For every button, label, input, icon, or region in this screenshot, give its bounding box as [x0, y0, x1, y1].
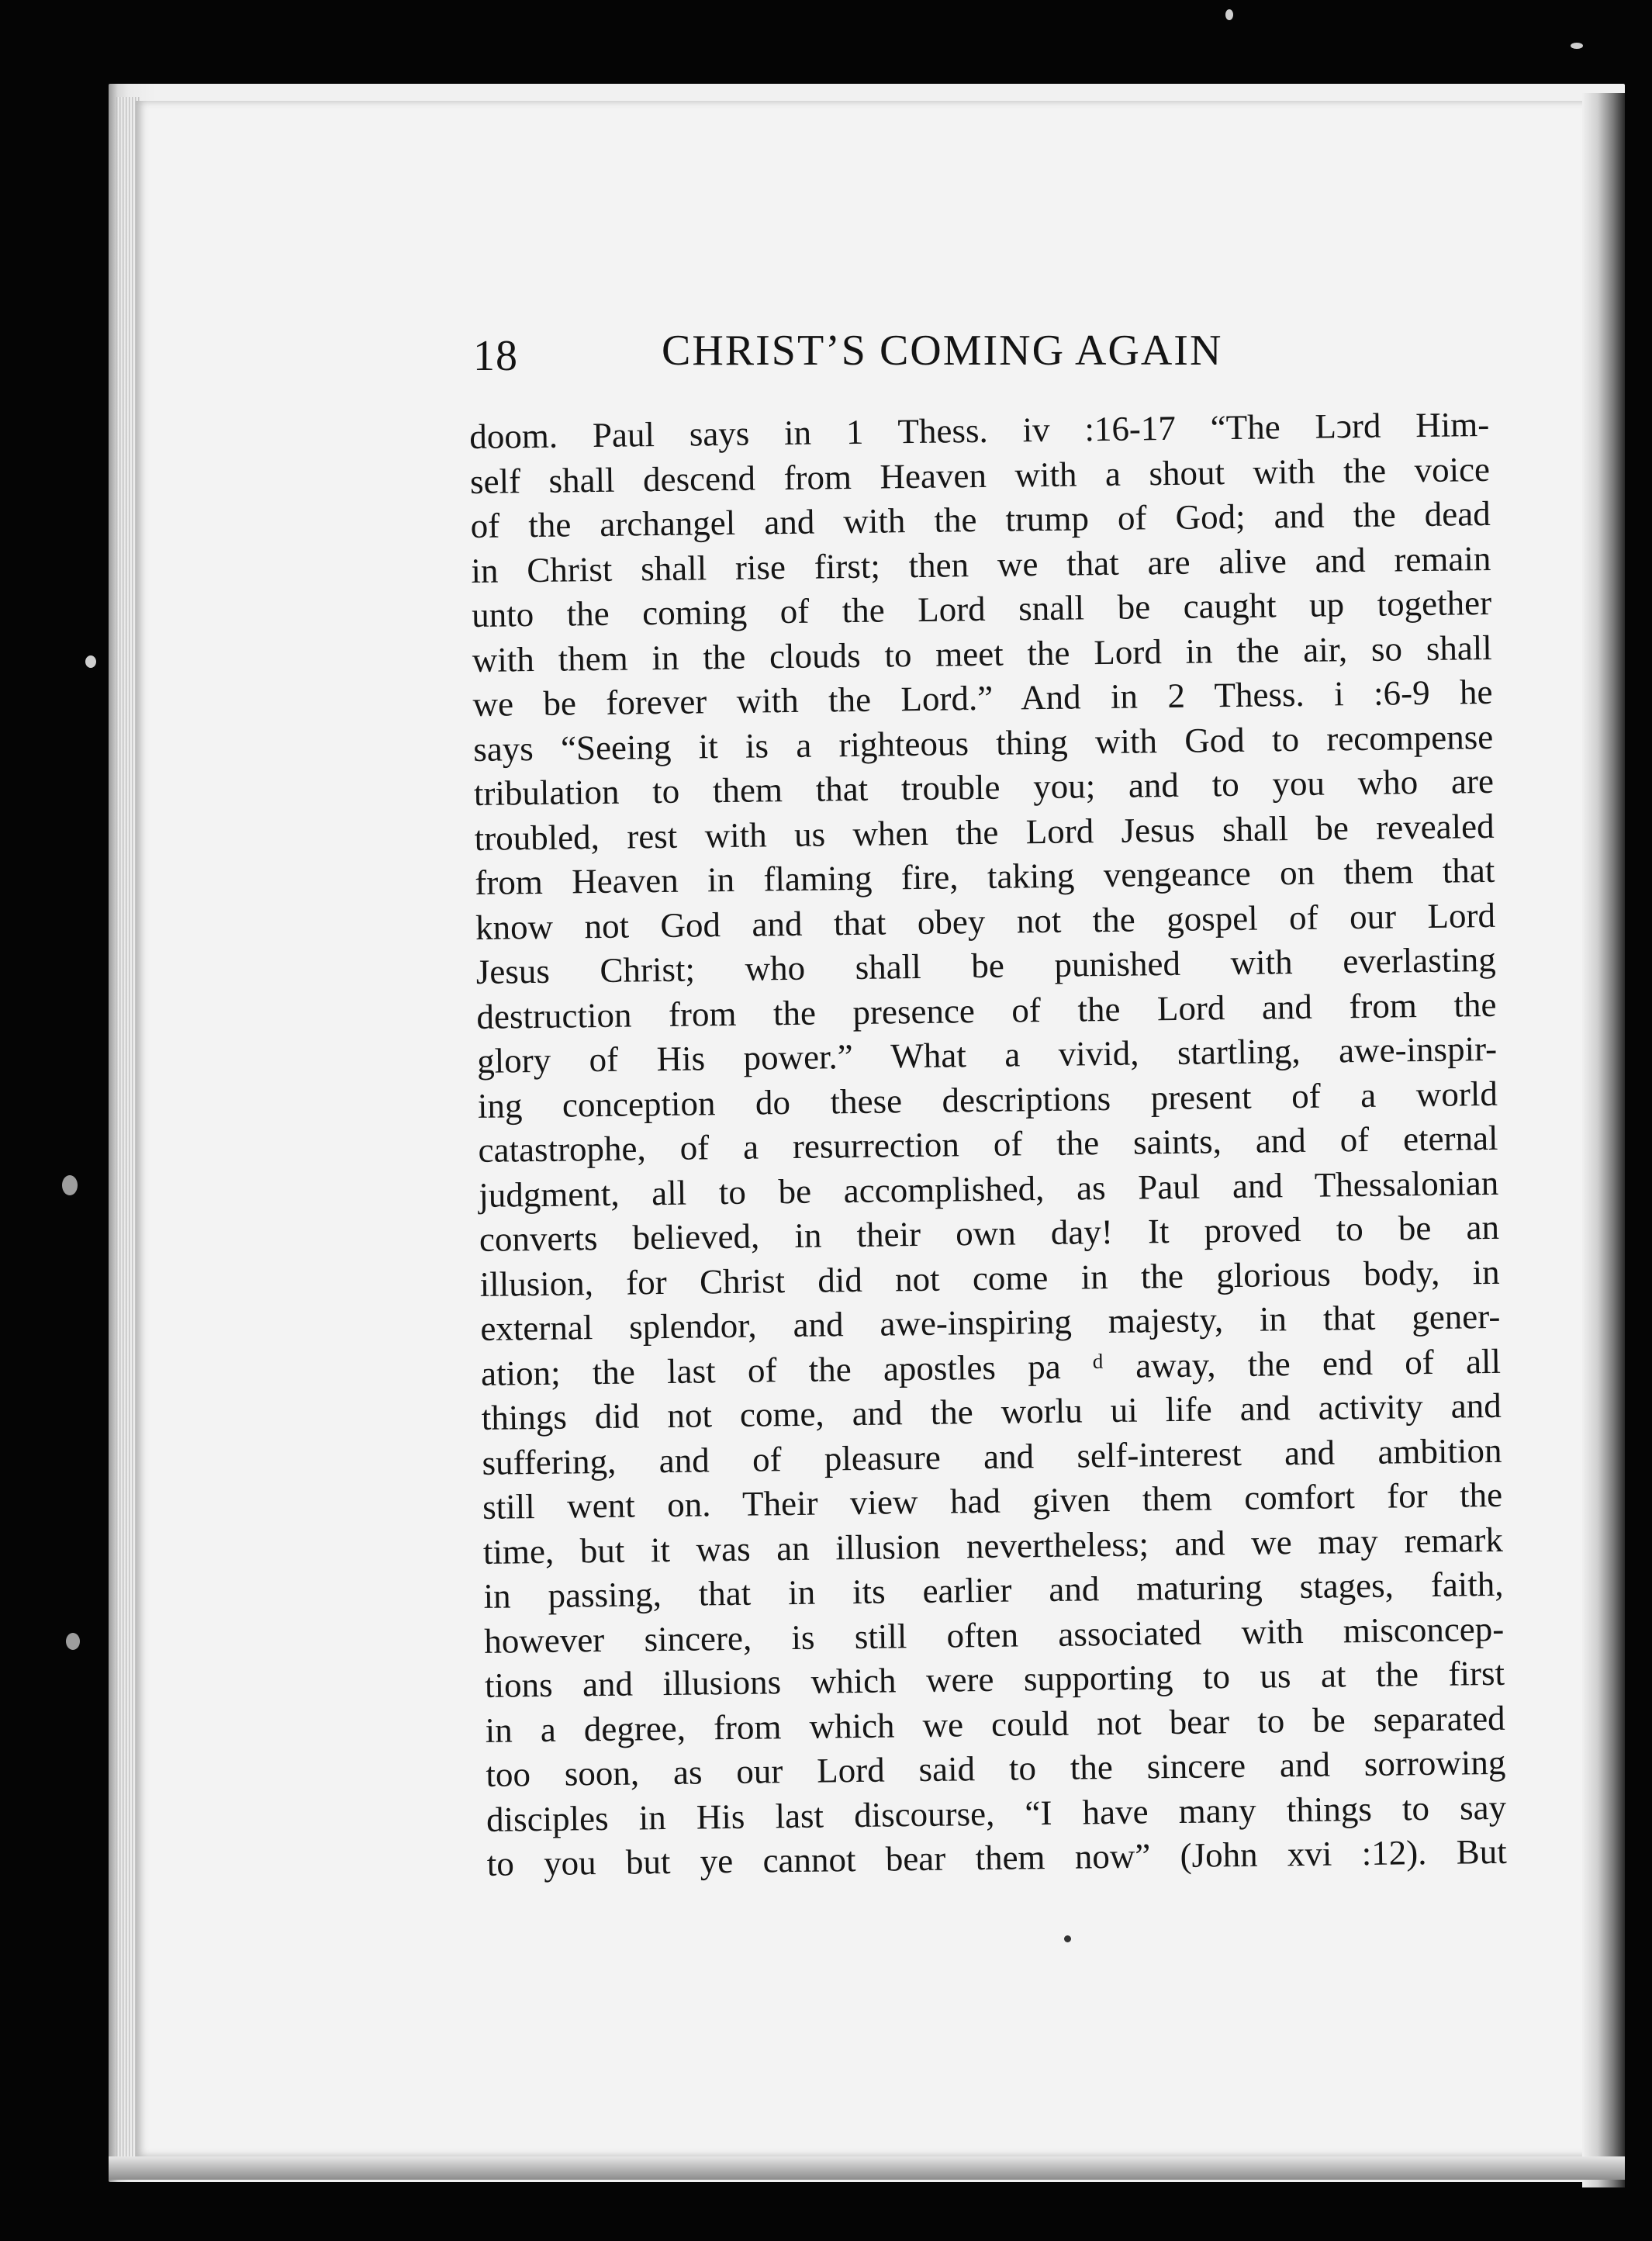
text-line: judgment, all to be accomplished, as Paul and Thessalonian: [478, 1163, 1499, 1215]
text-line: too soon, as our Lord said to the sincere and sorrowing: [486, 1742, 1506, 1794]
text-line: time, but it was an illusion nevertheless; and we may remark: [482, 1520, 1504, 1572]
text-line: ation; the last of the apostles pa ᵈ away, the end of all: [480, 1341, 1502, 1393]
scan-speck: [62, 1175, 78, 1195]
text-line: however sincere, is still often associated with misconcep-: [484, 1609, 1505, 1661]
text-line: of the archangel and with the trump of God; and the dead: [470, 493, 1491, 545]
scan-speck: [66, 1633, 80, 1650]
text-line: tribulation to them that trouble you; and to you who are: [473, 761, 1495, 813]
text-line: unto the coming of the Lord snall be caught up together: [471, 583, 1492, 635]
text-line: know not God and that obey not the gospel of our Lord: [475, 895, 1496, 947]
text-line: to you but ye cannot bear them now” (John xvi :12). But: [486, 1831, 1508, 1883]
text-line: destruction from the presence of the Lord and from the: [476, 984, 1497, 1036]
scan-speck: [1064, 1935, 1071, 1942]
page-edge-bottom: [109, 2156, 1625, 2180]
text-line: suffering, and of pleasure and self-interest and ambition: [482, 1430, 1502, 1482]
text-line: Jesus Christ; who shall be punished with everlasting: [475, 939, 1496, 991]
text-line: in Christ shall rise first; then we that are alive and remain: [471, 538, 1491, 590]
text-line: converts believed, in their own day! It proved to be an: [479, 1207, 1500, 1259]
text-line: self shall descend from Heaven with a shout with the voice: [469, 449, 1491, 501]
scan-speck: [1225, 9, 1233, 20]
scan-speck: [1571, 43, 1583, 49]
text-line: in a degree, from which we could not bear to be separated: [485, 1698, 1505, 1750]
text-line: external splendor, and awe-inspiring majesty, in that gener-: [480, 1296, 1501, 1348]
text-line: ing conception do these descriptions present of a world: [477, 1074, 1498, 1126]
text-line: troubled, rest with us when the Lord Jesus shall be revealed: [474, 806, 1495, 858]
page-number: 18: [473, 332, 518, 380]
text-line: illusion, for Christ did not come in the glorious body, in: [479, 1252, 1500, 1304]
text-line: things did not come, and the worlu ui life and activity and: [481, 1385, 1502, 1437]
text-line: in passing, that in its earlier and maturing stages, faith,: [483, 1564, 1504, 1616]
text-line: doom. Paul says in 1 Thess. iv :16-17 “The Lↄrd Him-: [469, 404, 1490, 456]
text-line: we be forever with the Lord.” And in 2 Thess. i :6-9 he: [472, 672, 1493, 724]
page-edge-right: [1582, 93, 1625, 2187]
text-line: glory of His power.” What a vivid, startling, awe-inspir-: [476, 1029, 1498, 1081]
text-line: catastrophe, of a resurrection of the saints, and of eternal: [478, 1118, 1498, 1170]
running-title: CHRIST’S COMING AGAIN: [662, 327, 1223, 375]
page-header: [464, 322, 1317, 392]
text-line: with them in the clouds to meet the Lord in the air, so shall: [472, 628, 1493, 680]
text-line: still went on. Their view had given them comfort for the: [482, 1475, 1503, 1527]
text-line: from Heaven in flaming fire, taking vengeance on them that: [475, 850, 1495, 902]
text-line: says “Seeing it is a righteous thing with God to recompense: [472, 717, 1494, 769]
text-line: disciples in His last discourse, “I have many things to say: [486, 1787, 1507, 1839]
scan-speck: [85, 655, 96, 668]
body-text: [469, 403, 1507, 1887]
text-line: tions and illusions which were supporting to us at the first: [484, 1653, 1505, 1705]
